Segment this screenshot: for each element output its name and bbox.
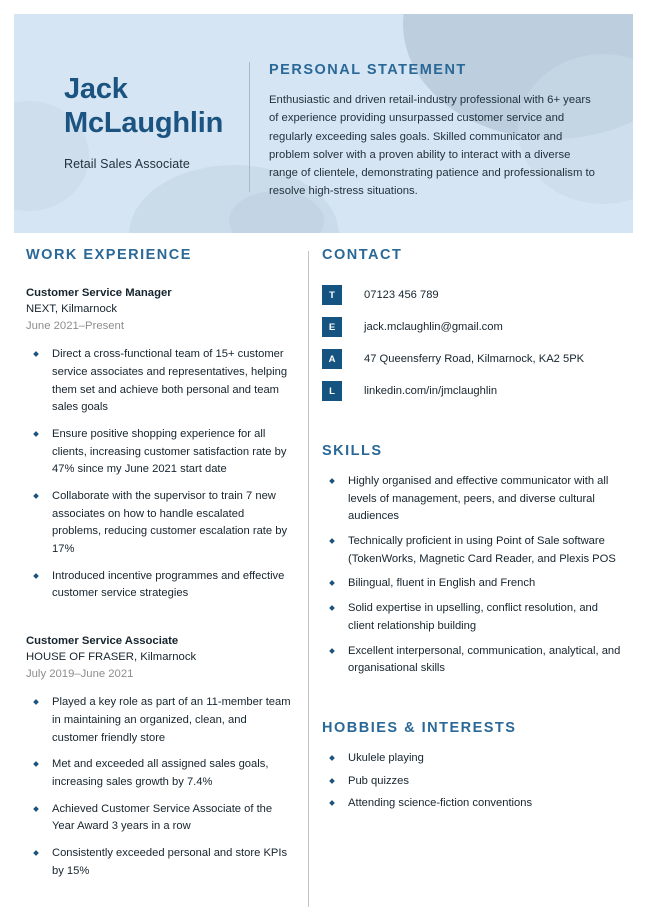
skill-item: Bilingual, fluent in English and French — [322, 575, 622, 593]
job-bullet: Collaborate with the supervisor to train 7 new associates on how to handle escalated problems, reducing customer escalation rate by 17% — [26, 488, 293, 559]
contact-row-email — [322, 317, 622, 337]
job-bullet-list — [26, 694, 293, 880]
hobbies-section — [322, 720, 622, 813]
job-entry — [26, 285, 293, 603]
job-bullet: Met and exceeded all assigned sales goals, increasing sales growth by 7.4% — [26, 756, 293, 791]
hobby-item: Pub quizzes — [322, 773, 622, 791]
skills-section — [322, 443, 622, 678]
job-role: Customer Service Manager — [26, 287, 172, 299]
skill-item: Excellent interpersonal, communication, analytical, and organisational skills — [322, 643, 622, 678]
job-company: HOUSE OF FRASER, Kilmarnock — [26, 651, 197, 664]
column-vertical-divider — [308, 251, 309, 907]
contact-row-address — [322, 349, 622, 369]
header-banner — [14, 14, 633, 233]
job-entry — [26, 633, 293, 880]
personal-statement-block — [269, 62, 599, 201]
left-column — [26, 247, 293, 889]
contact-row-phone — [322, 285, 622, 305]
contact-phone-value: 07123 456 789 — [364, 289, 439, 301]
job-company: NEXT, Kilmarnock — [26, 303, 118, 316]
personal-statement-text: Enthusiastic and driven retail-industry professional with 6+ years of experience providing unsurpassed customer service and regularly exceeding sales goals. Skilled communicator and problem solver with a proven ability to interact with a diverse range of clientele, demonstrating patience and professionalism to resolve high-stress situations. — [269, 94, 595, 198]
job-bullet: Introduced incentive programmes and effective customer service strategies — [26, 568, 293, 603]
contact-address-value: 47 Queensferry Road, Kilmarnock, KA2 5PK — [364, 353, 585, 365]
right-column — [322, 247, 622, 818]
name-block — [64, 72, 249, 171]
hobby-item: Ukulele playing — [322, 750, 622, 768]
linkedin-icon: L — [322, 381, 342, 401]
job-dates: July 2019–June 2021 — [26, 667, 134, 680]
contact-heading: CONTACT — [322, 247, 403, 263]
skill-item: Highly organised and effective communicator with all levels of management, peers, and diverse cultural audiences — [322, 473, 622, 526]
phone-icon: T — [322, 285, 342, 305]
header-vertical-divider — [249, 62, 250, 192]
address-icon: A — [322, 349, 342, 369]
contact-row-linkedin — [322, 381, 622, 401]
email-icon: E — [322, 317, 342, 337]
job-bullet-list — [26, 346, 293, 603]
hobby-item: Attending science-fiction conventions — [322, 795, 622, 813]
contact-email-value[interactable]: jack.mclaughlin@gmail.com — [364, 321, 503, 333]
contact-linkedin-value[interactable]: linkedin.com/in/jmclaughlin — [364, 385, 498, 397]
skills-heading: SKILLS — [322, 443, 383, 459]
job-role: Customer Service Associate — [26, 635, 179, 648]
job-bullet: Achieved Customer Service Associate of the Year Award 3 years in a row — [26, 801, 293, 836]
skill-item: Solid expertise in upselling, conflict resolution, and client relationship building — [322, 600, 622, 635]
personal-statement-heading: PERSONAL STATEMENT — [269, 62, 467, 78]
job-bullet: Ensure positive shopping experience for all clients, increasing customer satisfaction rate by 47% since my June 2021 start date — [26, 426, 293, 479]
candidate-job-title: Retail Sales Associate — [64, 157, 190, 172]
hobbies-list — [322, 750, 622, 813]
candidate-last-name: McLaughlin — [64, 107, 224, 140]
skills-list — [322, 473, 622, 678]
contact-list — [322, 285, 622, 401]
candidate-first-name: Jack — [64, 73, 128, 105]
job-bullet: Played a key role as part of an 11-member team in maintaining an organized, clean, and customer friendly store — [26, 694, 293, 747]
job-dates: June 2021–Present — [26, 319, 124, 332]
candidate-name — [64, 72, 249, 140]
job-bullet: Direct a cross-functional team of 15+ customer service associates and representatives, helping them set and achieve both personal and team sales goals — [26, 346, 293, 417]
hobbies-heading: HOBBIES & INTERESTS — [322, 719, 517, 736]
job-bullet: Consistently exceeded personal and store KPIs by 15% — [26, 845, 293, 880]
skill-item: Technically proficient in using Point of Sale software (TokenWorks, Magnetic Card Reader, and Plexis POS — [322, 533, 622, 568]
work-experience-heading: WORK EXPERIENCE — [26, 247, 192, 263]
